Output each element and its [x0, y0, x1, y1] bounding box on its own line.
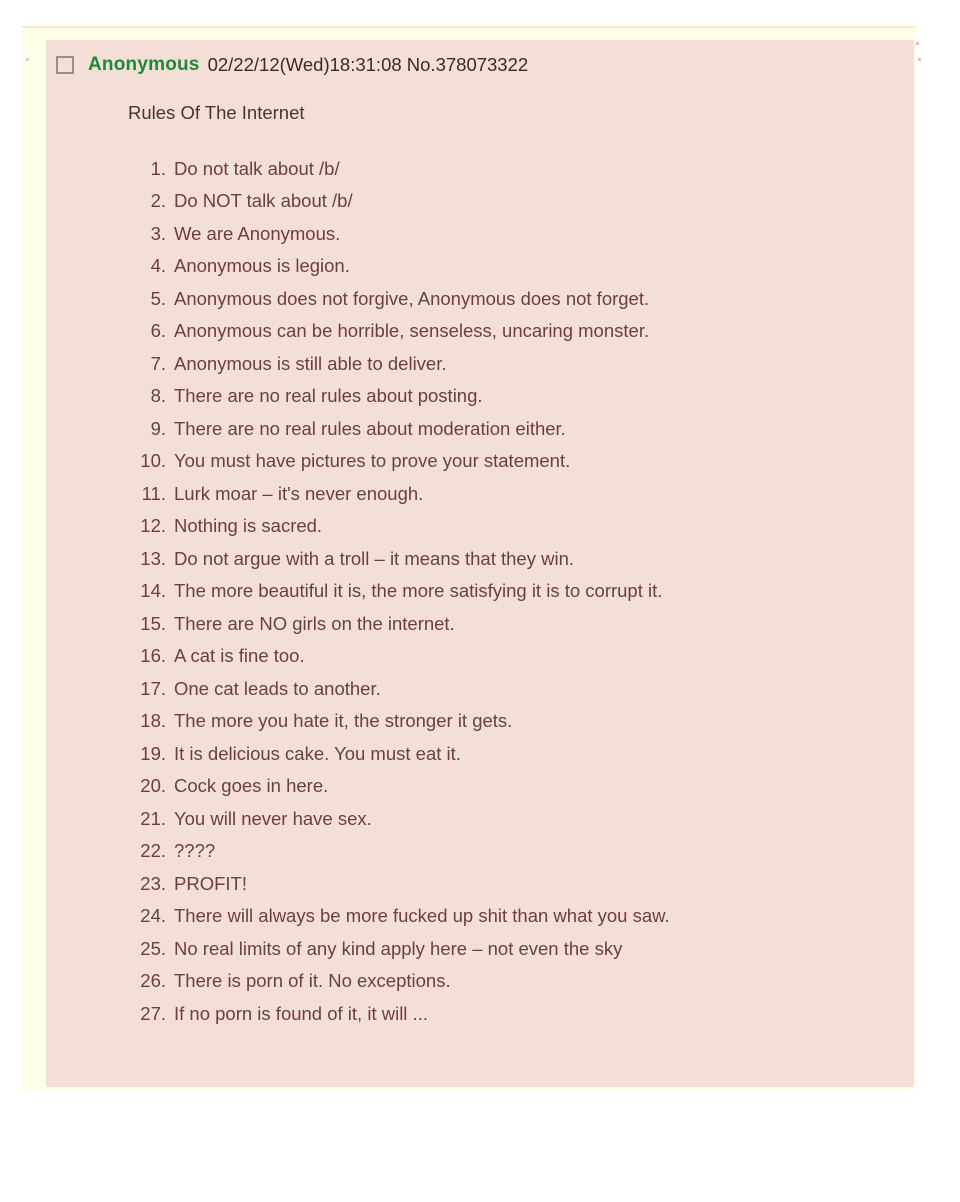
rule-text: There are no real rules about moderation either.: [174, 417, 566, 439]
rules-list: [128, 153, 914, 1031]
rule-text: It is delicious cake. You must eat it.: [174, 742, 461, 764]
rule-text: Anonymous can be horrible, senseless, uncaring monster.: [174, 320, 650, 341]
rule-number: 18.: [140, 710, 166, 731]
rule-number: 26.: [140, 970, 166, 991]
post-header: [46, 40, 914, 76]
rule-number: 27.: [140, 1002, 166, 1024]
rule-text: Cock goes in here.: [174, 775, 329, 796]
artifact-speck-icon: [916, 42, 919, 45]
list-item: [128, 478, 914, 511]
rule-text: A cat is fine too.: [174, 645, 305, 666]
list-item: [128, 543, 914, 576]
rule-text: There are NO girls on the internet.: [174, 612, 455, 634]
rule-number: 3.: [150, 222, 166, 244]
list-item: [128, 933, 914, 966]
rule-number: 11.: [141, 482, 166, 504]
rule-text: Lurk moar – it's never enough.: [174, 482, 424, 504]
rule-number: 2.: [150, 190, 166, 211]
rule-number: 12.: [140, 515, 166, 536]
rule-text: There is porn of it. No exceptions.: [174, 970, 451, 991]
rule-text: Do not talk about /b/: [174, 157, 340, 179]
list-item: [128, 998, 914, 1031]
list-item: [128, 673, 914, 706]
list-item: [128, 250, 914, 283]
list-item: [128, 868, 914, 901]
rule-number: 9.: [150, 417, 166, 439]
rule-number: 6.: [150, 320, 166, 341]
list-item: [128, 900, 914, 933]
rule-number: 25.: [140, 937, 166, 959]
rule-number: 21.: [140, 807, 166, 829]
artifact-speck-icon: [918, 58, 921, 61]
rule-text: The more beautiful it is, the more satisfying it is to corrupt it.: [174, 580, 663, 601]
rule-text: There will always be more fucked up shit than what you saw.: [174, 905, 670, 926]
list-item: [128, 218, 914, 251]
list-item: [128, 185, 914, 218]
post-meta: 02/22/12(Wed)18:31:08 No.378073322: [207, 54, 529, 75]
post-body-title: Rules Of The Internet: [128, 102, 305, 123]
rule-text: Do NOT talk about /b/: [174, 190, 353, 211]
rule-text: There are no real rules about posting.: [174, 385, 483, 406]
rule-text: If no porn is found of it, it will ...: [174, 1002, 428, 1024]
rule-number: 22.: [140, 840, 166, 861]
rule-number: 8.: [150, 385, 166, 406]
rule-number: 23.: [140, 872, 166, 894]
rule-text: ????: [174, 840, 216, 861]
rule-number: 16.: [140, 645, 166, 666]
rule-text: One cat leads to another.: [174, 677, 381, 699]
list-item: [128, 380, 914, 413]
list-item: [128, 608, 914, 641]
rule-text: Anonymous is still able to deliver.: [174, 352, 447, 374]
list-item: [128, 738, 914, 771]
post-select-checkbox[interactable]: [56, 56, 74, 74]
list-item: [128, 153, 914, 186]
list-item: [128, 705, 914, 738]
poster-name: Anonymous: [88, 54, 200, 75]
rule-number: 24.: [140, 905, 166, 926]
list-item: [128, 835, 914, 868]
rule-number: 10.: [140, 450, 166, 471]
rule-text: You will never have sex.: [174, 807, 372, 829]
rule-number: 1.: [150, 157, 166, 179]
list-item: [128, 445, 914, 478]
list-item: [128, 413, 914, 446]
artifact-speck-icon: [26, 58, 29, 61]
rule-text: Nothing is sacred.: [174, 515, 323, 536]
list-item: [128, 348, 914, 381]
post-body: [46, 76, 914, 1030]
list-item: [128, 510, 914, 543]
rule-text: Do not argue with a troll – it means that they win.: [174, 547, 575, 569]
list-item: [128, 770, 914, 803]
list-item: [128, 965, 914, 998]
rule-text: PROFIT!: [174, 872, 247, 894]
list-item: [128, 315, 914, 348]
rule-number: 7.: [150, 352, 166, 374]
list-item: [128, 283, 914, 316]
rule-number: 15.: [140, 612, 166, 634]
rule-number: 20.: [140, 775, 166, 796]
list-item: [128, 803, 914, 836]
post-container: [46, 40, 914, 1087]
rule-number: 17.: [140, 677, 166, 699]
list-item: [128, 640, 914, 673]
rule-number: 14.: [140, 580, 166, 601]
rule-number: 19.: [140, 742, 166, 764]
rule-text: The more you hate it, the stronger it gets.: [174, 710, 513, 731]
rule-number: 5.: [150, 287, 166, 309]
rule-text: Anonymous does not forgive, Anonymous does not forget.: [174, 287, 650, 309]
rule-number: 4.: [150, 255, 166, 276]
rule-text: Anonymous is legion.: [174, 255, 350, 276]
rule-number: 13.: [140, 547, 166, 569]
rule-text: You must have pictures to prove your statement.: [174, 450, 571, 471]
rule-text: No real limits of any kind apply here – not even the sky: [174, 937, 623, 959]
rule-text: We are Anonymous.: [174, 222, 341, 244]
list-item: [128, 575, 914, 608]
